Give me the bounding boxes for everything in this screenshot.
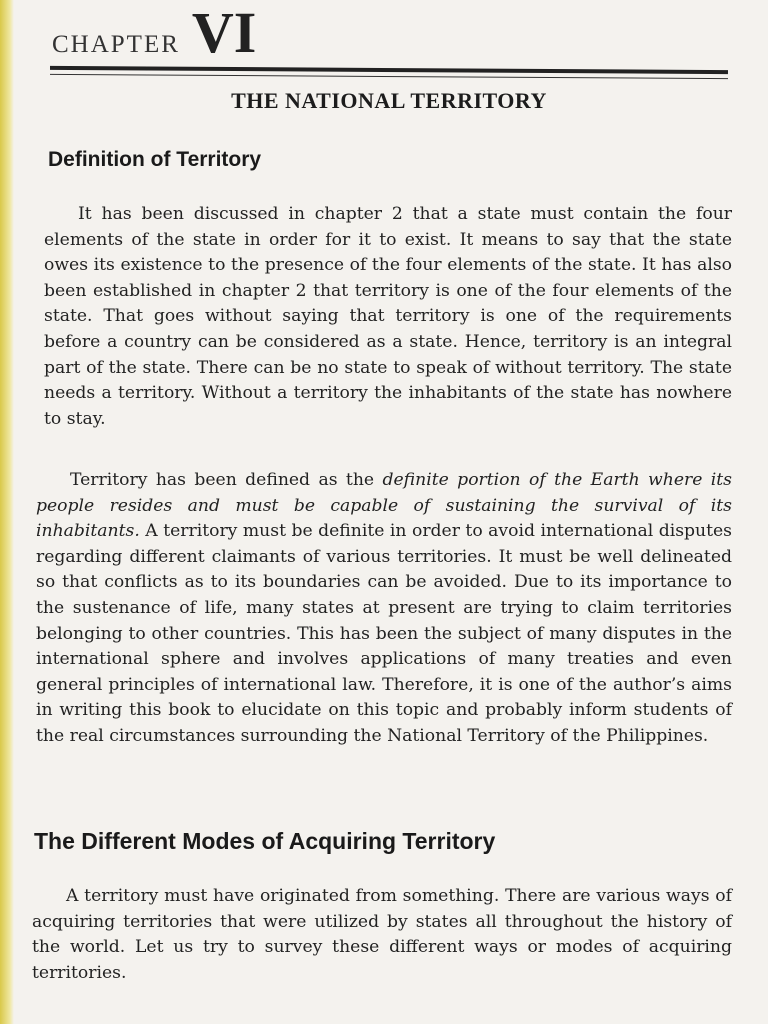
paragraph-lead-text: Territory has been defined as the [70, 470, 383, 490]
paragraph-modes-1: A territory must have originated from something. There are various ways of acquiring territories that were utilized by states all throughout the history of the world. Let us try to survey these different ways or modes of acquiring territories. [32, 886, 732, 983]
chapter-title: THE NATIONAL TERRITORY [231, 88, 547, 113]
chapter-number: VI [191, 0, 257, 65]
section-heading-modes: The Different Modes of Acquiring Territory [34, 828, 496, 854]
header-rule-thick [50, 66, 728, 74]
header-rule-thin [50, 74, 728, 79]
chapter-label: CHAPTER [52, 31, 180, 58]
section-heading-definition: Definition of Territory [48, 148, 262, 171]
paragraph-rest-text: A territory must be definite in order to avoid international disputes regarding different claimants of various territories. It must be well delineated so that conflicts as to its boundaries can be avoided. Due to its importance to the sustenance of life, many states at present are trying to claim territories belonging to other countries. This has been the subject of many disputes in the international sphere and involves applications of many treaties and even general principles of international law. Therefore, it is one of the author’s aims in writing this book to elucidate on this topic and probably inform students of the real circumstances surrounding the National Territory of the Philippines. [36, 521, 732, 746]
paragraph-definition-2 [36, 468, 732, 750]
paragraph-definition-1: It has been discussed in chapter 2 that a state must contain the four elements of the state in order for it to exist. It means to say that the state owes its existence to the presence of the four elements of the state. It has also been established in chapter 2 that territory is one of the four elements of the state. That goes without saying that territory is one of the requirements before a country can be considered as a state. Hence, territory is an integral part of the state. There can be no state to speak of without territory. The state needs a territory. Without a territory the inhabitants of the state has nowhere to stay. [44, 204, 732, 429]
chapter-header [52, 0, 257, 65]
definition-emphasis: definite portion of the Earth where its people resides and must be capable of sustaining the survival of its inhabitants. [36, 470, 733, 542]
